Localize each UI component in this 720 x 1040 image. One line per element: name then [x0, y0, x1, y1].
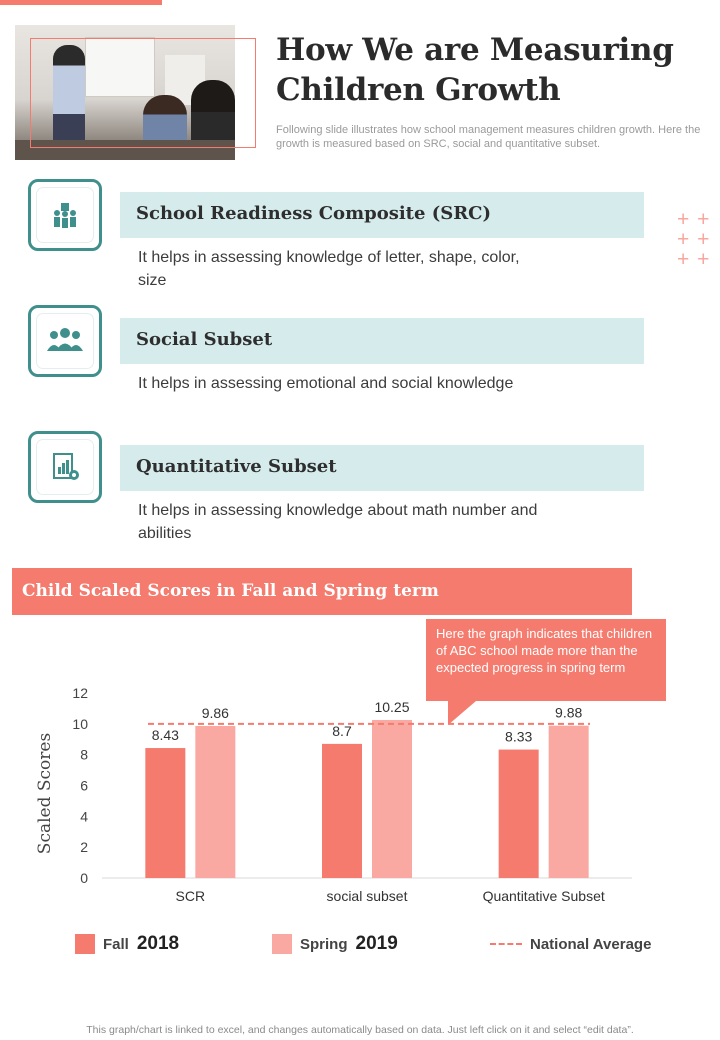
footer-note: This graph/chart is linked to excel, and changes automatically based on data. Just left click on it and select “edit data”.: [86, 1024, 634, 1036]
quant-description: It helps in assessing knowledge about math number and abilities: [138, 502, 538, 542]
page-title: How We are Measuring Children Growth: [276, 32, 674, 108]
legend-spring-year: 2019: [355, 933, 398, 954]
y-tick-label: 6: [80, 777, 88, 794]
legend-average: [490, 932, 651, 956]
legend-fall: [75, 932, 179, 956]
y-tick-label: 4: [80, 808, 88, 825]
y-axis-title: Scaled Scores: [35, 732, 55, 855]
src-title-bar: [120, 192, 644, 238]
src-icon-tile: [28, 179, 102, 251]
social-description: It helps in assessing emotional and social knowledge: [138, 375, 514, 392]
bar-value-label: 8.43: [151, 727, 179, 744]
bar-fall: [145, 748, 185, 878]
legend-fall-year: 2018: [136, 933, 180, 954]
bar-value-label: 9.88: [555, 704, 583, 721]
bar-value-label: 9.86: [201, 704, 229, 721]
top-accent-bar: [0, 0, 162, 5]
x-category-label: Quantitative Subset: [482, 888, 605, 904]
bar-spring: [372, 720, 412, 878]
report-chart-icon: [49, 451, 81, 483]
group-icon: [45, 327, 85, 355]
y-tick-label: 10: [72, 715, 88, 732]
bar-fall: [499, 750, 539, 878]
quant-title: Quantitative Subset: [136, 456, 337, 477]
legend-fall-label: Fall: [103, 935, 129, 953]
chart-banner: [12, 568, 632, 615]
legend-spring: [272, 932, 398, 956]
callout-box: Here the graph indicates that children of ABC school made more than the expected progress in spring term: [426, 619, 666, 701]
x-category-label: social subset: [326, 888, 408, 904]
y-tick-label: 8: [80, 746, 88, 763]
y-tick-label: 12: [72, 685, 88, 701]
chart-title: Child Scaled Scores in Fall and Spring term: [22, 581, 439, 601]
quant-icon-tile: [28, 431, 102, 503]
y-tick-label: 0: [80, 870, 88, 886]
quant-title-bar: [120, 445, 644, 491]
callout-pointer: [448, 701, 476, 725]
src-description: It helps in assessing knowledge of letter, shape, color, size: [138, 249, 520, 289]
bar-spring: [195, 726, 235, 878]
legend-spring-label: Spring: [300, 935, 348, 953]
bar-value-label: 8.33: [505, 728, 533, 745]
social-icon-tile: [28, 305, 102, 377]
social-title: Social Subset: [136, 329, 273, 350]
school-children-icon: [49, 199, 81, 231]
bar-value-label: 8.7: [332, 722, 352, 739]
src-title: School Readiness Composite (SRC): [136, 203, 492, 224]
x-category-label: SCR: [175, 888, 206, 904]
page-subtitle: Following slide illustrates how school management measures children growth. Here the growth is measured based on SRC, social and quantitative subset.: [276, 124, 701, 150]
photo-frame-outline: [30, 38, 256, 148]
bar-value-label: 10.25: [374, 698, 410, 715]
legend-average-line: [490, 943, 522, 945]
bar-spring: [549, 726, 589, 878]
bar-fall: [322, 744, 362, 878]
social-title-bar: [120, 318, 644, 364]
legend-average-label: National Average: [530, 935, 652, 953]
plus-pattern-decoration: + + + + + +: [677, 208, 711, 271]
y-tick-label: 2: [80, 839, 88, 856]
legend-spring-swatch: [272, 934, 292, 954]
legend-fall-swatch: [75, 934, 95, 954]
